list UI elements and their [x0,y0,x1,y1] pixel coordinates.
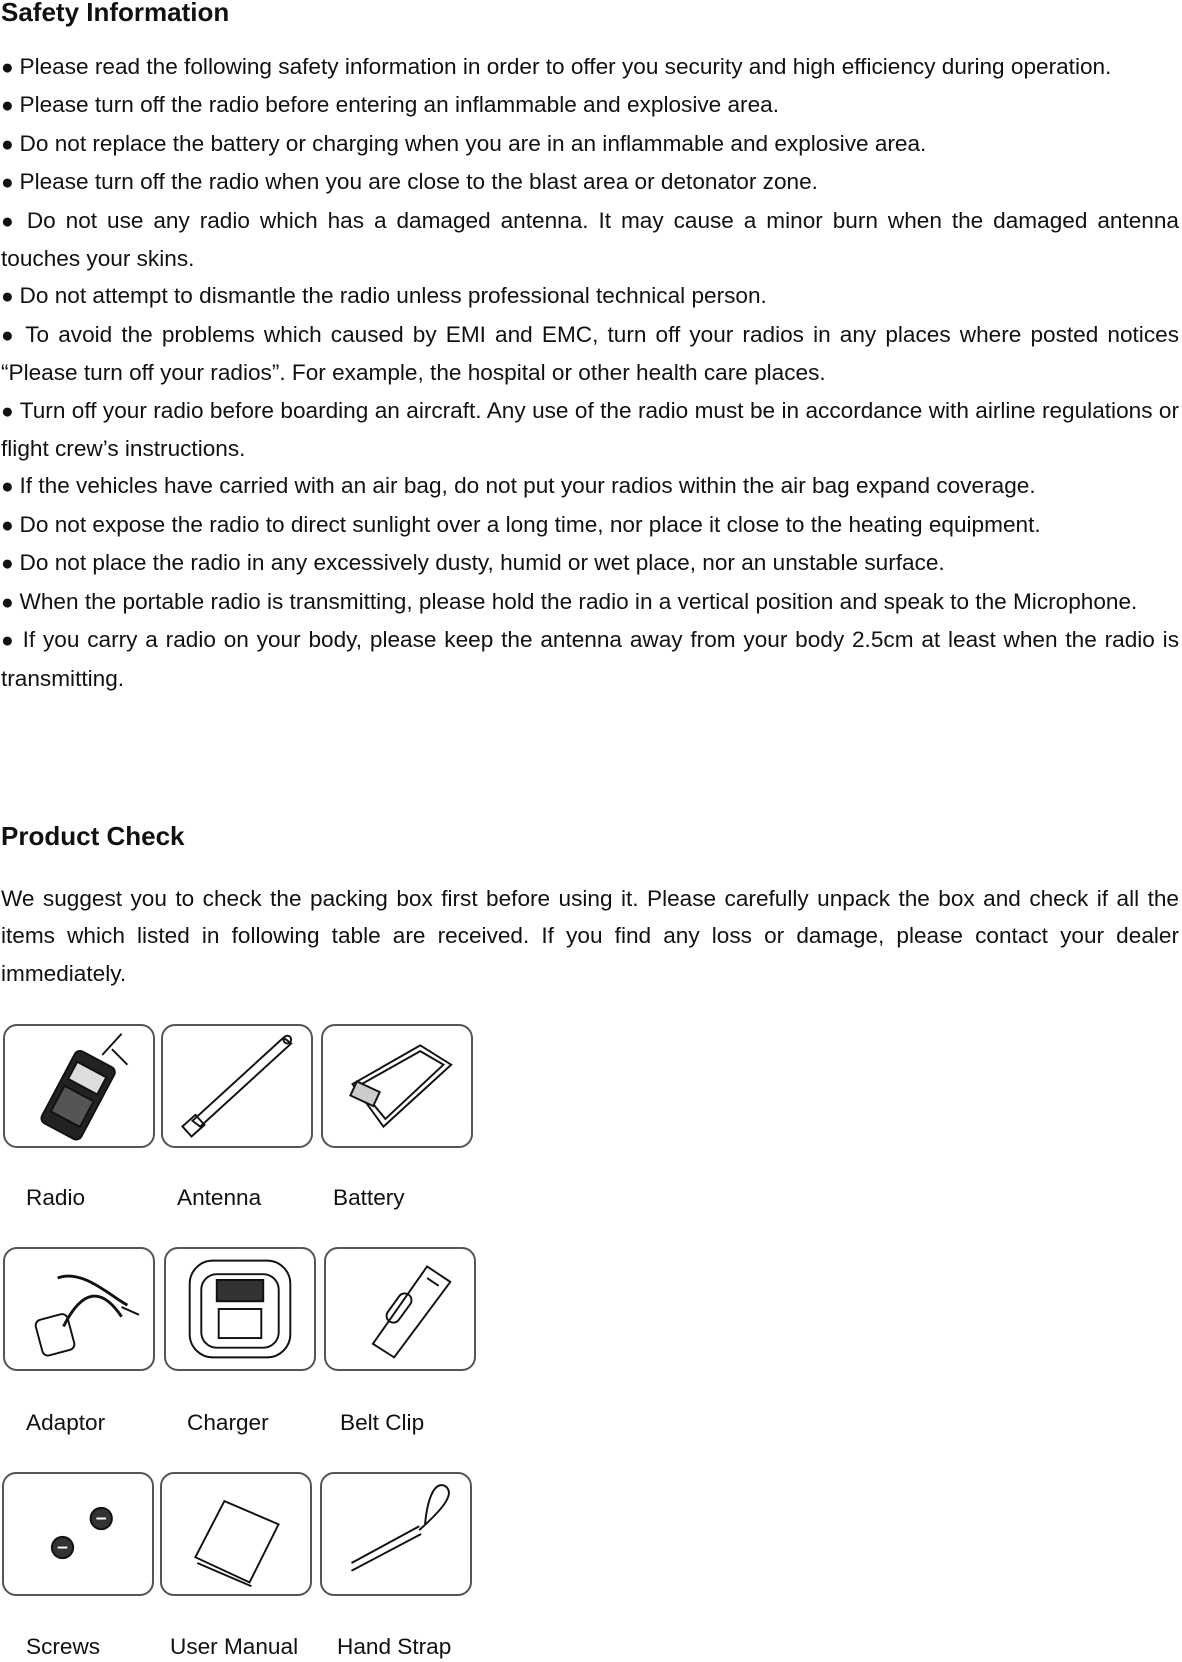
safety-item: ● Please read the following safety information in order to offer you security and high efficiency during operation. [1,48,1179,86]
battery-icon [321,1024,473,1148]
safety-item: ● Turn off your radio before boarding an aircraft. Any use of the radio must be in accordance with airline regulations or flight crew’s instructions. [1,392,1179,468]
product-item-label: Battery [333,1185,405,1210]
antenna-icon [161,1024,313,1148]
safety-item: ● Please turn off the radio when you are close to the blast area or detonator zone. [1,163,1179,201]
adaptor-icon [3,1247,155,1371]
safety-item: ● Do not use any radio which has a damaged antenna. It may cause a minor burn when the damaged antenna touches your skins. [1,202,1179,278]
safety-information-title: Safety Information [1,0,230,27]
product-item-label: Screws [26,1634,101,1659]
screws-icon [2,1472,154,1596]
safety-item: ● Do not place the radio in any excessively dusty, humid or wet place, nor an unstable surface. [1,544,1179,582]
product-item-label: Belt Clip [340,1410,425,1435]
product-check-intro: We suggest you to check the packing box first before using it. Please carefully unpack the box and check if all the items which listed in following table are received. If you find any loss or damage, please contact your dealer immediately. [1,886,1179,986]
product-item-label: User Manual [170,1634,299,1659]
radio-icon [3,1024,155,1148]
safety-item: ● Do not expose the radio to direct sunlight over a long time, nor place it close to the heating equipment. [1,506,1179,544]
product-check-intro-block [1,880,1179,992]
belt-clip-icon [324,1247,476,1371]
safety-item: ● Do not replace the battery or charging when you are in an inflammable and explosive area. [1,125,1179,163]
safety-item: ● When the portable radio is transmitting, please hold the radio in a vertical position and speak to the Microphone. [1,583,1179,621]
safety-item: ● Do not attempt to dismantle the radio unless professional technical person. [1,277,1179,315]
user-manual-icon [160,1472,312,1596]
safety-item: ● If you carry a radio on your body, please keep the antenna away from your body 2.5cm at least when the radio is transmitting. [1,621,1179,697]
product-item-label: Antenna [177,1185,262,1210]
product-check-title: Product Check [1,821,185,851]
hand-strap-icon [320,1472,472,1596]
safety-item: ● Please turn off the radio before entering an inflammable and explosive area. [1,86,1179,124]
product-item-label: Radio [26,1185,86,1210]
product-item-label: Charger [187,1410,269,1435]
product-item-label: Hand Strap [337,1634,452,1659]
charger-icon [164,1247,316,1371]
safety-item: ● If the vehicles have carried with an air bag, do not put your radios within the air bag expand coverage. [1,467,1179,505]
product-item-label: Adaptor [26,1410,106,1435]
safety-list [1,48,1179,697]
safety-item: ● To avoid the problems which caused by EMI and EMC, turn off your radios in any places where posted notices “Please turn off your radios”. For example, the hospital or other health care places. [1,316,1179,392]
